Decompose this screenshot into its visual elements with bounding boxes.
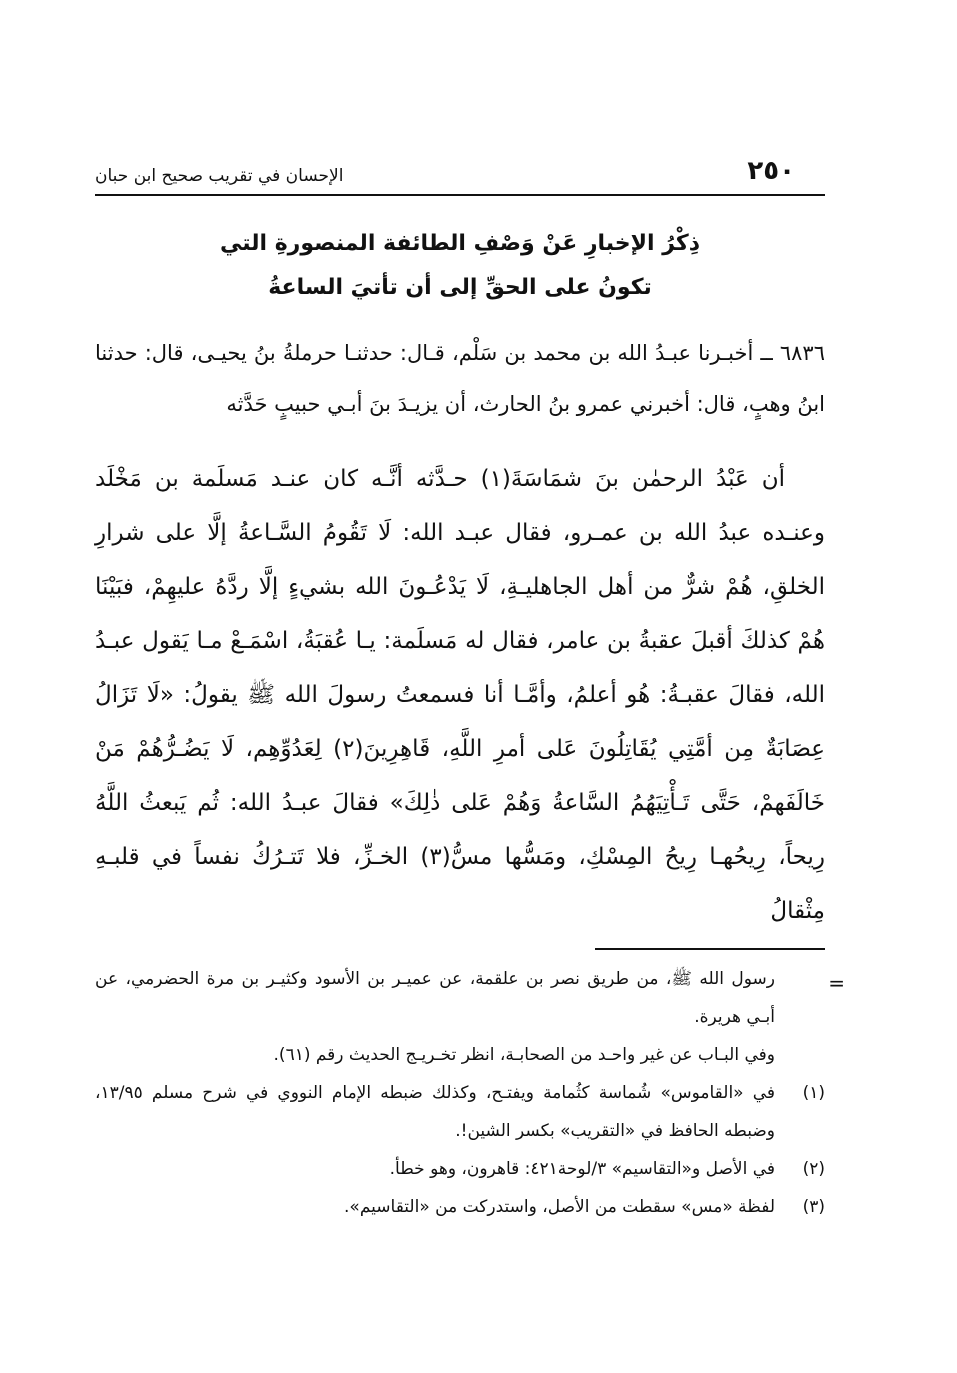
footnote-number: (٢) xyxy=(802,1159,825,1179)
book-page xyxy=(95,140,845,1226)
hadith-text xyxy=(95,452,825,938)
footnote-continued: رسول الله ﷺ، من طريق نصر بن علقمة، عن عميـر بن الأسود وكثيـر بن مرة الحضرمي، عن أبـي هريرة. xyxy=(95,969,775,1027)
footnote-number: (١) xyxy=(802,1083,825,1103)
running-header xyxy=(95,140,825,196)
chapter-heading-line-2: تكونُ على الحقِّ إلى أن تأتيَ الساعةُ xyxy=(268,275,652,300)
footnote-text: في الأصل و«التقاسيم» ٣/لوحة٤٢١: قاهرون، وهو خطأ. xyxy=(389,1159,775,1179)
chapter-heading xyxy=(95,222,825,310)
chapter-heading-line-1: ذِكْرُ الإخبارِ عَنْ وَصْفِ الطائفة المنصورةِ التي xyxy=(220,231,700,256)
hadith-body-text: أن عَبْدُ الرحمٰن بنَ شمَاسَةَ(١) حـدَّثه أنَّـه كان عنـد مَسلَمة بن مَخْلَد وعنـده عبدُ الله بن عمـرو، فقال عبـد الله: لَا تَقُومُ السَّـاعةُ إلَّا على شرارِ الخلقِ، هُمْ شرٌّ من أهل الجاهليـةِ، لَا يَدْعُـونَ الله بشيءٍ إلَّا ردَّهُ عليهِمْ، فبَيْنَا هُمْ كذلكَ أقبلَ عقبةُ بن عامر، فقال له مَسلَمة: يـا عُقبَةُ، اسْمَـعْ مـا يَقول عبـدُ الله، فقالَ عقبـةُ: هُو أعلمُ، وأمَّـا أنا فسمعتُ رسولَ الله ﷺ يقولُ: «لَا تَزَالُ عِصَابَةٌ مِن أمَّتِي يُقَاتِلُونَ عَلى أمرِ اللَّهِ، قَاهِرِينَ(٢) لِعَدُوِّهِم، لَا يَضُـرُّهُمْ مَنْ خَالَفَهمْ، حَتَّى تَـأْتِيَهُمُ السَّاعةُ وَهُمْ عَلى ذٰلِكَ» فقالَ عبـدُ الله: ثُم يَبعثُ اللَّهُ رِيحاً، رِيحُهـا رِيحُ المِسْكِ، ومَسُّها مسُّ(٣) الخـزِّ، فلا تَتـرُكُ نفساً في قلبـهِ مِثْقالُ xyxy=(95,466,825,924)
footnote-separator xyxy=(595,948,825,950)
footnote-2 xyxy=(95,1150,825,1188)
footnote-text: في «القاموس» شُماسة كثُمامة ويفتـح، وكذلك ضبطه الإمام النووي في شرح مسلم ١٣/٩٥، وضبطه الحافظ في «التقريب» بكسر الشين!. xyxy=(95,1083,775,1141)
footnote-3 xyxy=(95,1188,825,1226)
book-title: الإحسان في تقريب صحيح ابن حبان xyxy=(95,166,344,186)
page-number: ٢٥٠ xyxy=(747,156,795,186)
footnote-text: لفظة «مس» سقطت من الأصل، واستدركت من «التقاسيم». xyxy=(344,1197,775,1217)
footnote-continued-extra: وفي البـاب عن غير واحـد من الصحابـة، انظر تخـريـج الحديث رقم (٦١). xyxy=(273,1045,775,1065)
continuation-mark: = xyxy=(828,971,845,995)
footnotes xyxy=(95,960,845,1226)
hadith-chain-of-narration: ٦٨٣٦ ــ أخبـرنا عبـدُ الله بن محمد بن سَلْم، قـال: حدثنـا حرملةُ بنُ يحيـى، قال: حدثنا ابنُ وهبٍ، قال: أخبرني عمرو بنُ الحارث، أن يزيـدَ بنَ أبـي حبيبٍ حَدَّثه xyxy=(95,341,825,416)
footnote-1 xyxy=(95,1074,825,1150)
footnote-number: (٣) xyxy=(802,1197,825,1217)
